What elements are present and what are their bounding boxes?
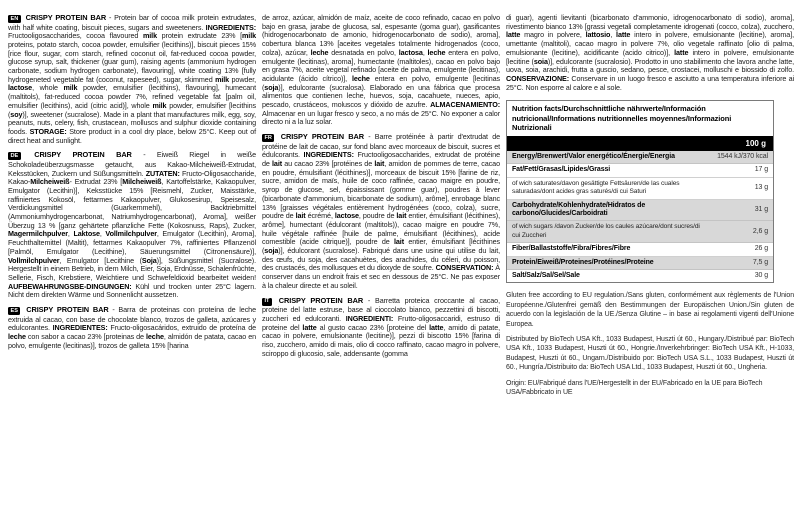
nutrition-row-value: 31 g xyxy=(754,205,768,213)
product-title-it: CRISPY PROTEIN BAR xyxy=(278,295,364,305)
nutrition-row-label: Carbohydrate/Kohlenhydrate/Hidratos de carbono/Glucides/Carboidrati xyxy=(512,201,646,217)
lang-badge-de: DE xyxy=(8,152,21,160)
nutrition-table xyxy=(506,100,774,283)
section-fr-text: - Barre protéinée à partir d'extrudat de protéine de lait de cacao, sur fond blanc avec morceaux de biscuit, sucres et édulcorants. INGREDIENTS: Fructooligosaccharides, extrudat de protéine de lait au cacao 23% [protéines de lait, amidon de pommes de terre, cacao en poudre, émulsifiant (lécithines)], morceaux de biscuit 15% [farine de riz, sucre, amidon de maïs, huile de coco raffinée, cacao maigre en poudre, syrop de glucose, sel, épaississant (gomme guar), poudres à lever (bicarbonate d'ammonium, bicarbonate de sodium), arôme], enrobage blanc 13% [graisses végétales entièrement hydrogénées (coco, colza), sucre, poudre de lait écrémé, lactose, poudre de lait entier, émulsifiant (lécithines), arôme], humectant (édulcorant (maltitols)), cacao maigre en poudre 7%, huile végétale raffinée [huile de palme, émulsifiant (lécithines), acide comestible (acide citrique)], poudre de lait entier, émulsifiant [lécithines (soja)], édulcorant (sucralose). Fabriqué dans une usine qui utilise du lait, des œufs, du soja, des cacahuètes, des arachides, du céleri, du poisson, des crustacés, des mollusques et du dioxyde de soufre. CONSERVATION: À conserver dans un endroit frais et sec en dessous de 25°C. Ne pas exposer à la chaleur directe et au soleil. xyxy=(262,132,500,290)
nutrition-rows xyxy=(507,151,773,282)
section-es-part1 xyxy=(8,306,256,350)
text-column-2 xyxy=(262,14,500,364)
nutrition-row-value: 1544 kJ/370 kcal xyxy=(717,152,768,160)
section-es-text-part2: de arroz, azúcar, almidón de maíz, aceite de coco refinado, cacao en polvo bajo en grasa, jarabe de glucosa, sal, espesante (goma guar), gasificantes (hidrogenocarbonato de amonio, hidrogenocarbonato de sodio), aroma], cobertura blanca 13% [aceites vegetales totalmente hidrogenados (coco, colza), azúcar, leche desnatada en polvo, lactosa, leche entera en polvo, emulgente (lecitinas), aroma], humectante (maltitoles), cacao en polvo bajo en grasa 7%, aceite vegetal refinado [aceite de palma, emulgente (lecitinas), acidulante (ácido cítrico)], leche entera en polvo, emulgente [lecitinas (soja)], edulcorante (sucralosa). Elaborado en una fábrica que procesa alimentos que contienen leche, huevos, soja, cacahuete, nueces, apio, pescado, crustáceos, moluscos y dióxido de azufre. ALMACENAMIENTO: Almacenar en un lugar fresco y seco, a no más de 25°C. No exponer a calor directo ni a la luz solar. xyxy=(262,13,500,127)
nutrition-row-value: 13 g xyxy=(754,183,768,191)
section-fr xyxy=(262,133,500,290)
lang-badge-en: EN xyxy=(8,15,21,23)
nutrition-row-value: 2,6 g xyxy=(752,227,768,235)
nutrition-row xyxy=(507,221,773,243)
origin-note: Origin: EU/Fabriqué dans l'UE/Hergestellt in der EU/Fabricado en la UE para BioTech USA/Fabbricato in UE xyxy=(506,379,763,397)
section-it-text-part2: di guar), agenti lievitanti (bicarbonato d'ammonio, idrogenocarbonato di sodio), aroma], rivestimento bianco 13% [grassi vegetali completamente idrogenati (cocco, colza), zucchero, latte magro in polvere, lattosio, latte intero in polvere, emulsionante (lecitine), aroma], umettante (maltitoli), cacao magro in polvere 7%, olio vegetale raffinato [olio di palma, emulsionante (lecitine), acidificante (acido citrico)], latte intero in polvere, emulsionante [lecitine (soia)], edulcorante (sucralosio). Prodotto in uno stabilimento che lavora anche latte, uova, soia, arachidi, frutta a guscio, sedano, pesce, crostacei, molluschi e biossido di zolfo. CONSERVAZIONE: Conservare in un luogo fresco e asciutto a una temperatura inferiore ai 25°C. Non esporre al calore e al sole. xyxy=(506,13,795,92)
nutrition-row-label: Energy/Brenwert/Valor energético/Énergie/Energia xyxy=(512,152,675,160)
nutrition-row-label: of wich saturates/davon gesättigte Fettsäuren/de las cuales saturadas/dont acides gras saturés/di cui Saturi xyxy=(512,179,680,196)
nutrition-row xyxy=(507,151,773,164)
product-title-de: CRISPY PROTEIN BAR xyxy=(34,150,132,160)
nutrition-row-label: Protein/Eiweiß/Proteines/Protéines/Proteine xyxy=(512,258,654,266)
nutrition-row xyxy=(507,257,773,270)
lang-badge-it: IT xyxy=(262,298,272,306)
nutrition-row-label: Fiber/Ballaststoffe/Fibra/Fibres/Fibre xyxy=(512,245,631,253)
section-en-text: - Protein bar of cocoa milk protein extrudates, with half white coating, biscuit pieces, sugars and sweeteners. INGREDIENTS: Fructooligosaccharides, cocoa flavoured milk protein extrudate 23% [milk proteins, potato starch, cocoa powder, emulsifier (lecithins)], biscuit pieces 15% [rice flour, sugar, corn starch, refined coconut oil, fat-reduced cocoa powder, glucose syrup, salt, thickener (guar gum), raising agents (ammonium hydrogen carbonate, sodium hydrogen carbonate), flavouring], white coating 13% [fully hydrogeneted vegetable fat (coconut, rapeseed), sugar, skimmed milk powder, lactose, whole milk powder, emulsifier (lecithins), flavouring], humecant (maltitols), fat-reduced cocoa powder 7%, refined vegetable fat [palm oil, emulsifier (lecithins), acid (citric acid)], whole milk powder, emulsifier [lecithins (soy)], sweetener (sucralose). Made in a plant that manufactures milk, egg, soy, peanuts, nuts, celery, fish, crustacean, molluscs and sulphur dioxide containing foods. STORAGE: Store product in a cool dry place, below 25°C. Keep out of direct heat and sunlight. xyxy=(8,13,257,145)
section-de xyxy=(8,151,256,300)
text-column-3 xyxy=(506,14,794,397)
nutrition-row-value: 17 g xyxy=(754,166,768,174)
text-column-1 xyxy=(8,14,256,356)
nutrition-row xyxy=(507,164,773,177)
nutrition-row-label: Salt/Salz/Sal/Sel/Sale xyxy=(512,272,580,279)
section-en xyxy=(8,14,256,145)
nutrition-row xyxy=(507,200,773,222)
nutrition-row-value: 30 g xyxy=(754,272,768,279)
section-es-text-part1: - Barra de proteinas con proteína de leche extruida al cacao, con base de chocolate blanco, trozos de galleta, azúcares y edulcorantes. INGREDIENTES: Fructo-oligosacáridos, extruido de proteína de leche con sabor a cacao 23% [proteinas de leche, almidón de patata, cacao en polvo, emulgente (lecitinas)], trozos de galleta 15% [harina xyxy=(8,305,257,350)
product-title-en: CRISPY PROTEIN BAR xyxy=(25,13,107,22)
nutrition-row-value: 26 g xyxy=(754,245,768,253)
product-title-es: CRISPY PROTEIN BAR xyxy=(26,305,109,315)
nutrition-row xyxy=(507,243,773,256)
nutrition-amount-header xyxy=(507,136,773,151)
nutrition-row-label: of wich sugars /davon Zucker/de los caules azúcare/dont sucres/di cui Zuccheri xyxy=(512,223,700,239)
distributor-note: Distributed by BioTech USA Kft., 1033 Budapest, Huszti út 60., Hungary./Distribué par: BioTech USA Kft., 1033 Budapest, Huszti út 60., Hongrie./Inverkehrbringer: BioTech USA Kft., H-1033, Budapest, Huszti út 60., Ungarn./Distribuido por: BioTech USA S.L., 1033 Budapest, Huszti út 60., Hungría./Distribuito da: BioTech USA Ltd., 1033 Budapest, Huszti út 60., Ungheria. xyxy=(506,336,794,372)
section-it-part1 xyxy=(262,297,500,359)
section-it-text-part1: - Barretta proteica croccante al cacao, proteine del latte estruse, base al cioccolato bianco, pezzettini di biscotti, zuccheri ed edulcoranti. INGREDIENTI: Frutto-oligosaccaridi, estruso di proteine del latte al gusto cacao 23% [proteine del latte, amido di patate, cacao in polvere, emulsionante (lecitine)], pezzi di biscotto 15% [farina di riso, zucchero, amido di mais, olio di cocco raffinato, cacao magro in polvere, sciroppo di glucosio, sale, addensante (gomma xyxy=(262,295,500,358)
section-de-text: - Eiweiß Riegel in weiße Schokoladeüberzugsmasse getaucht, aus Kakao-Milcheiweiß-Extrudat, Keksstücken, Zuckern und Süßungsmitteln. ZUTATEN: Fructo-Oligosaccharide, Kakao-Milcheiweiß- Extrudat 23% [Milcheiweiß, Kartoffelstärke, Kakaopulver, Emulgator (Lecithin)], Keksstücke 15% [Reismehl, Zucker, Maisstärke, raffiniertes Kokosöl, fettarmes Kakaopulver, Glukosesirup, Speisesalz, Verdickungsmittel (Guarkernmehl), Backtriebmittel (Ammoniumhydrogencarbonat, Natriumhydrogencarbonat), Aroma], weißer Überzug 13 % [ganz gehärtete pflanzliche Fette (Kokosnuss, Raps), Zucker, Magermilchpulver, Laktose, Vollmilchpulver, Emulgator (Lecithin), Aroma], Feuchthaltemittel (Maltit), fettarmes Kakaopulver 7%, raffiniertes Pflanzenöl [Palmöl, Emulgator (Lecithine), Säuerungsmittel (Citronensäure)], Vollmilchpulver, Emulgator [Lecithine (Soja)], Süßungsmittel (Sucralose). Hergestellt in einem Betrieb, in dem Milch, Eier, Soja, Erdnüsse, Schalenfrüchte, Sellerie, Fisch, Krebstiere, Weichtiere und Schwefeldioxid bearbeitet weiden! AUFBEWAHRUNGSBE-DINGUNGEN: Kühl und trocken unter 25°C lagern. Nicht dem direkten Wärme und Sonnenlicht aussetzen. xyxy=(8,150,257,300)
nutrition-row xyxy=(507,178,773,200)
nutrition-row-label: Fat/Fett/Grasas/Lipides/Grassi xyxy=(512,166,611,174)
section-it-part2 xyxy=(506,14,794,92)
lang-badge-fr: FR xyxy=(262,134,274,142)
nutrition-table-title: Nutrition facts/Durchschnittliche nährwerte/Información nutricional/Informations nutritionnelles moyennes/Informazioni Nutrizionali xyxy=(512,104,732,132)
gluten-free-note: Gluten free according to EU regulation./Sans gluten, conformément aux règlements de l'Union Européenne./Glutenfrei gemäß den Bestimmungen der Europäischen Union./Sin gluten de acuerdo con la legislación de la UE./Senza Glutine – in base ai regolamenti vigenti dell'Unione Europea. xyxy=(506,292,794,328)
section-es-part2 xyxy=(262,14,500,127)
nutrition-amount-label: 100 g xyxy=(745,138,766,148)
nutrition-row-value: 7,5 g xyxy=(752,258,768,266)
lang-badge-es: ES xyxy=(8,307,20,315)
nutrition-row xyxy=(507,270,773,282)
product-title-fr: CRISPY PROTEIN BAR xyxy=(280,132,364,142)
